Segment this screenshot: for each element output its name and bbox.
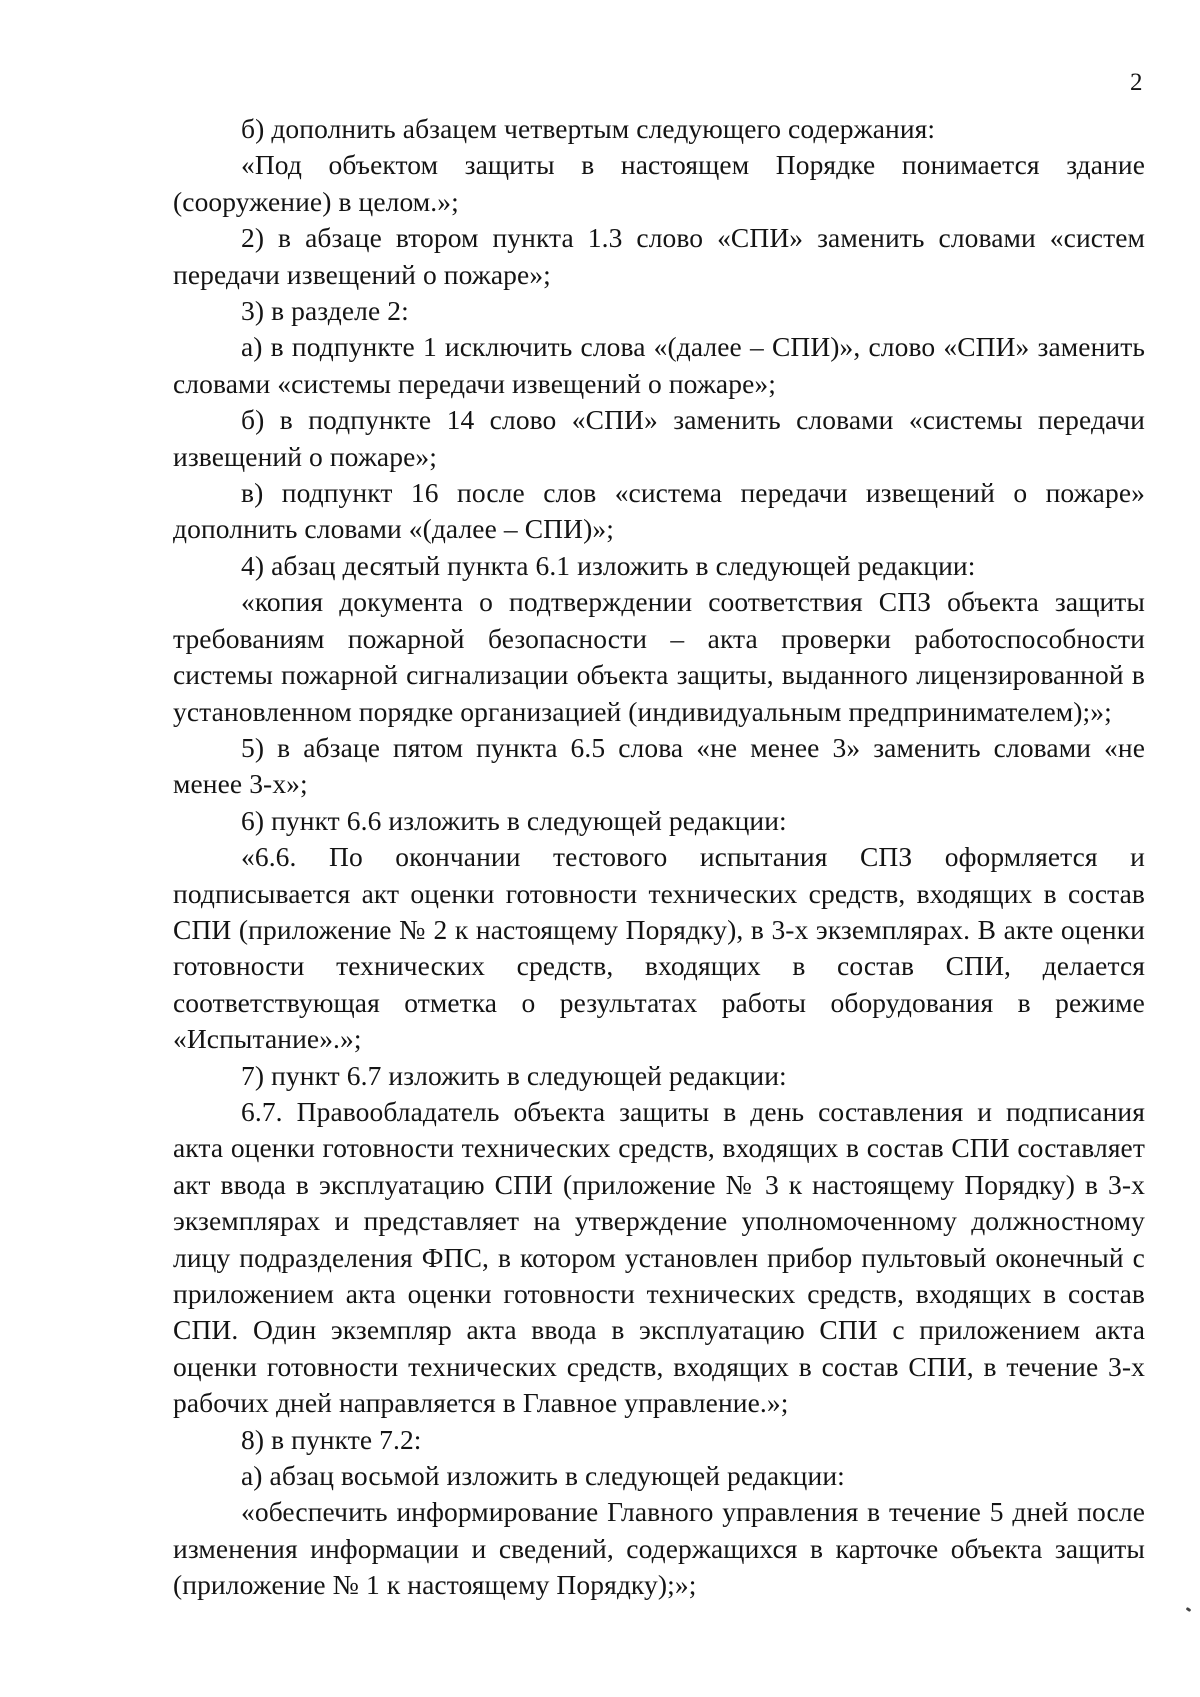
paragraph: 5) в абзаце пятом пункта 6.5 слова «не менее 3» заменить словами «не менее 3-х»; (173, 731, 1145, 800)
document-body (173, 111, 1145, 1604)
paragraph: а) абзац восьмой изложить в следующей редакции: (241, 1460, 845, 1492)
paragraph: «обеспечить информирование Главного управления в течение 5 дней после изменения информации и сведений, содержащихся в карточке объекта защиты (приложение № 1 к настоящему Порядку);»; (173, 1496, 1145, 1601)
paragraph: в) подпункт 16 после слов «система передачи извещений о пожаре» дополнить словами «(далее – СПИ)»; (173, 477, 1145, 545)
page-number: 2 (1130, 69, 1143, 96)
paragraph: б) в подпункте 14 слово «СПИ» заменить словами «системы передачи извещений о пожаре»; (173, 404, 1145, 472)
paragraph: 2) в абзаце втором пункта 1.3 слово «СПИ» заменить словами «систем передачи извещений о пожаре»; (173, 222, 1145, 290)
paragraph: 6) пункт 6.6 изложить в следующей редакции: (241, 804, 787, 836)
paragraph: 3) в разделе 2: (241, 295, 409, 327)
paragraph: «6.6. По окончании тестового испытания СПЗ оформляется и подписывается акт оценки готовности технических средств, входящих в состав СПИ (приложение № 2 к настоящему Порядку), в 3-х экземплярах. В акте оценки готовности технических средств, входящих в состав СПИ, делается соответствующая отметка о результатах работы оборудования в режиме «Испытание».»; (173, 841, 1145, 1055)
paragraph: 7) пункт 6.7 изложить в следующей редакции: (241, 1059, 787, 1091)
paragraph: «Под объектом защиты в настоящем Порядке понимается здание (сооружение) в целом.»; (173, 149, 1145, 217)
scan-mark (1186, 1607, 1192, 1612)
paragraph: 4) абзац десятый пункта 6.1 изложить в следующей редакции: (241, 549, 976, 581)
paragraph: а) в подпункте 1 исключить слова «(далее – СПИ)», слово «СПИ» заменить словами «системы передачи извещений о пожаре»; (173, 331, 1145, 399)
paragraph: б) дополнить абзацем четвертым следующего содержания: (241, 113, 936, 144)
paragraph: 6.7. Правообладатель объекта защиты в день составления и подписания акта оценки готовности технических средств, входящих в состав СПИ составляет акт ввода в эксплуатацию СПИ (приложение № 3 к настоящему Порядку) в 3-х экземплярах и представляет на утверждение уполномоченному должностному лицу подразделения ФПС, в котором установлен прибор пультовый оконечный с приложением акта оценки готовности технических средств, входящих в состав СПИ. Один экземпляр акта ввода в эксплуатацию СПИ с приложением акта оценки готовности технических средств, входящих в состав СПИ, в течение 3-х рабочих дней направляется в Главное управление.»; (173, 1095, 1145, 1419)
paragraph: «копия документа о подтверждении соответствия СПЗ объекта защиты требованиям пожарной безопасности – акта проверки работоспособности системы пожарной сигнализации объекта защиты, выданного лицензированной в установленном порядке организацией (индивидуальным предпринимателем);»; (173, 586, 1145, 727)
paragraph: 8) в пункте 7.2: (241, 1423, 422, 1455)
